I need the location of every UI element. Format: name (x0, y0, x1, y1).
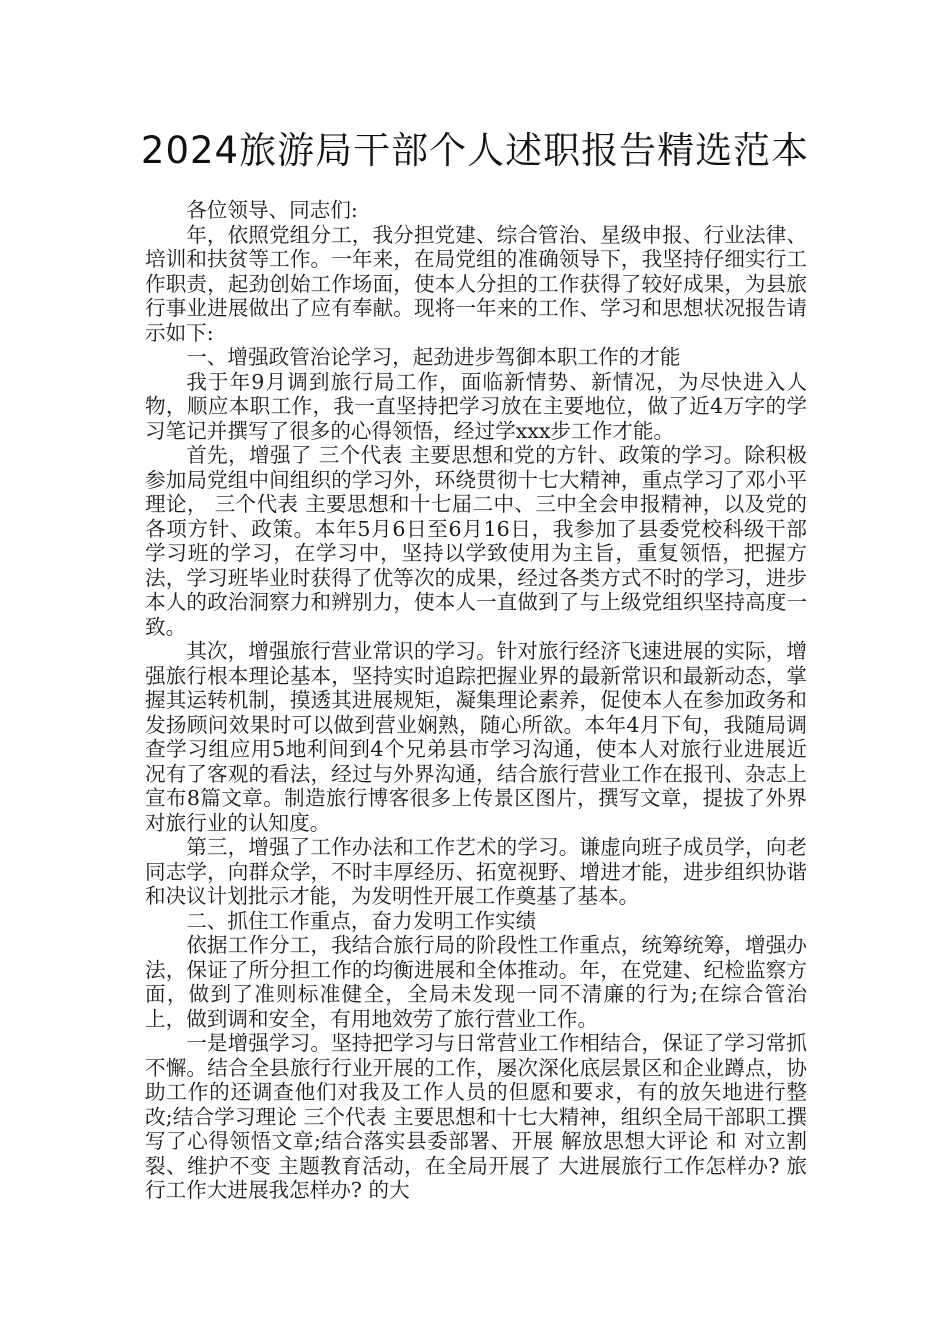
section-heading-2: 二、抓住工作重点，奋力发明工作实绩 (186, 908, 537, 933)
paragraph: 第三，增强了工作办法和工作艺术的学习。谦虚向班子成员学，向老同志学，向群众学，不时丰厚经历、拓宽视野、增进才能，进步组织协谐和决议计划批示才能，为发明性开展工作奠基了基本。 (145, 835, 807, 908)
paragraph-salutation: 各位领导、同志们: (186, 198, 358, 222)
paragraph: 首先，增强了 三个代表 主要思想和党的方针、政策的学习。除积极参加局党组中间组织的学习外，环绕贯彻十七大精神，重点学习了邓小平理论， 三个代表 主要思想和十七届二中、三中全会申报精神，以及党的各项方针、政策。本年5月6日至6月16日，我参加了县委党校科级干部学习班的学习，在学习中，坚持以学致使用为主旨，重复领悟，把握方法，学习班毕业时获得了优等次的成果，经过各类方式不时的学习，进步本人的政治洞察力和辨别力，使本人一直做到了与上级党组织坚持高度一致。 (145, 443, 807, 639)
paragraph-intro: 年，依照党组分工，我分担党建、综合管治、星级申报、行业法律、培训和扶贫等工作。一年来，在局党组的准确领导下，我坚持仔细实行工作职责，起劲创始工作场面，使本人分担的工作获得了较好成果，为县旅行事业进展做出了应有奉献。现将一年来的工作、学习和思想状况报告请示如下: (145, 222, 807, 345)
paragraph: 我于年9月调到旅行局工作，面临新情势、新情况，为尽快进入人物，顺应本职工作，我一直坚持把学习放在主要地位，做了近4万字的学习笔记并撰写了很多的心得领悟，经过学xxx步工作才能。 (145, 369, 807, 443)
document-body (145, 198, 807, 1203)
paragraph: 其次，增强旅行营业常识的学习。针对旅行经济飞速进展的实际，增强旅行根本理论基本，坚持实时追踪把握业界的最新常识和最新动态，掌握其运转机制，摸透其进展规矩，凝集理论素养，促使本人在参加政务和发扬顾问效果时可以做到营业娴熟，随心所欲。本年4月下旬，我随局调查学习组应用5地利间到4个兄弟县市学习沟通，使本人对旅行业进展近况有了客观的看法，经过与外界沟通，结合旅行营业工作在报刊、杂志上宣布8篇文章。制造旅行博客很多上传景区图片，撰写文章，提拔了外界对旅行业的认知度。 (145, 639, 807, 835)
paragraph: 依据工作分工，我结合旅行局的阶段性工作重点，统筹统筹，增强办法，保证了所分担工作的均衡进展和全体推动。年，在党建、纪检监察方面，做到了准则标准健全，全局未发现一同不清廉的行为;在综合管治上，做到调和安全，有用地效劳了旅行营业工作。 (145, 933, 807, 1031)
paragraph: 一是增强学习。坚持把学习与日常营业工作相结合，保证了学习常抓不懈。结合全县旅行行业开展的工作，屡次深化底层景区和企业蹲点，协助工作的还调查他们对我及工作人员的但愿和要求，有的放矢地进行整改;结合学习理论 三个代表 主要思想和十七大精神，组织全局干部职工撰写了心得领悟文章;结合落实县委部署、开展 解放思想大评论 和 对立割裂、维护不变 主题教育活动，在全局开展了 大进展旅行工作怎样办? 旅行工作大进展我怎样办? 的大 (145, 1031, 807, 1202)
document-title: 2024旅游局干部个人述职报告精选范本 (140, 129, 810, 172)
section-heading-1: 一、增强政管治论学习，起劲进步驾御本职工作的才能 (186, 345, 681, 369)
